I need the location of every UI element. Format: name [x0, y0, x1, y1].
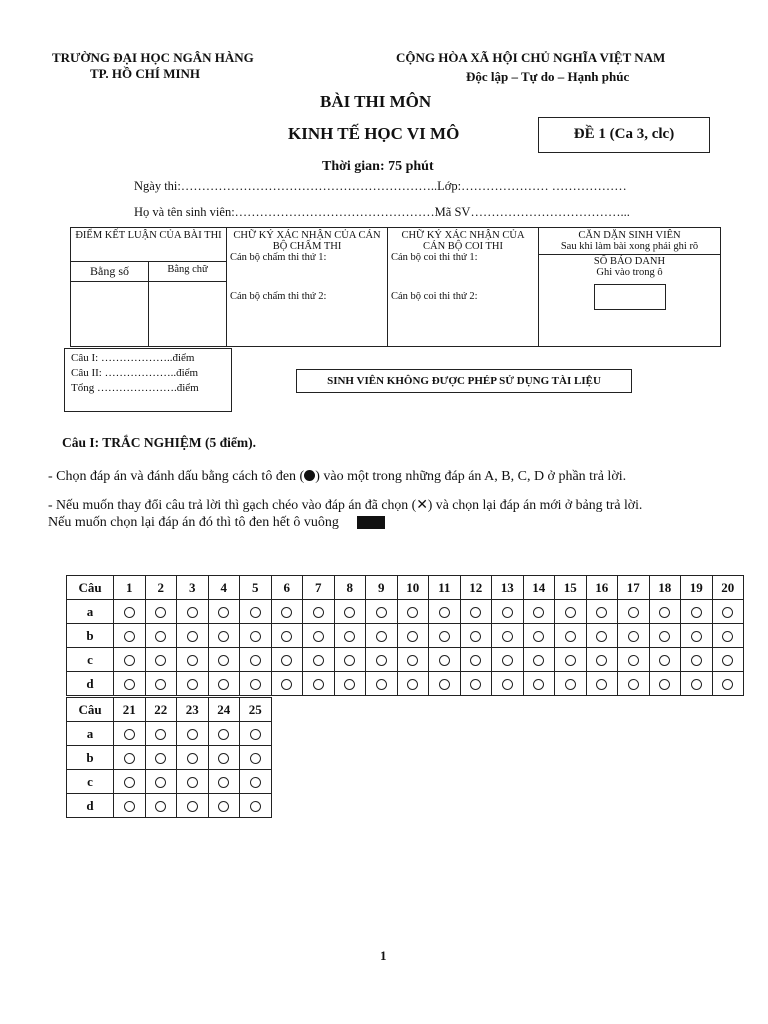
answer-cell[interactable]	[712, 648, 744, 672]
answer-bubble[interactable]	[691, 655, 702, 666]
answer-cell[interactable]	[177, 648, 209, 672]
answer-grid-1-20	[66, 575, 744, 696]
proctor-signature-cell	[388, 228, 539, 347]
filled-square-icon	[357, 516, 385, 529]
answer-cell[interactable]	[240, 600, 272, 624]
answer-bubble[interactable]	[596, 631, 607, 642]
question-number: 19	[681, 576, 713, 600]
answer-bubble[interactable]	[250, 753, 261, 764]
answer-bubble[interactable]	[218, 729, 229, 740]
grader-1-label: Cán bộ chấm thi thứ 1:	[230, 252, 327, 263]
answer-cell[interactable]	[208, 648, 240, 672]
option-label: c	[67, 770, 114, 794]
question-number: 7	[303, 576, 335, 600]
answer-bubble[interactable]	[124, 777, 135, 788]
answer-cell[interactable]	[555, 600, 587, 624]
answer-bubble[interactable]	[407, 679, 418, 690]
answer-cell[interactable]	[681, 600, 713, 624]
answer-cell[interactable]	[555, 624, 587, 648]
answer-bubble[interactable]	[691, 607, 702, 618]
question-number: 8	[334, 576, 366, 600]
answer-bubble[interactable]	[376, 631, 387, 642]
answer-bubble[interactable]	[628, 631, 639, 642]
answer-bubble[interactable]	[596, 607, 607, 618]
answer-cell[interactable]	[586, 648, 618, 672]
answer-cell[interactable]	[649, 672, 681, 696]
answer-cell[interactable]	[460, 648, 492, 672]
answer-bubble[interactable]	[281, 679, 292, 690]
answer-bubble[interactable]	[187, 655, 198, 666]
answer-cell[interactable]	[114, 624, 146, 648]
answer-bubble[interactable]	[155, 655, 166, 666]
answer-bubble[interactable]	[628, 607, 639, 618]
score-numeric-label: Bằng số	[71, 262, 149, 282]
answer-bubble[interactable]	[470, 607, 481, 618]
answer-cell[interactable]	[240, 624, 272, 648]
answer-bubble[interactable]	[281, 607, 292, 618]
answer-bubble[interactable]	[218, 655, 229, 666]
answer-bubble[interactable]	[596, 655, 607, 666]
answer-bubble[interactable]	[218, 777, 229, 788]
answer-bubble[interactable]	[439, 631, 450, 642]
instruction-fill-end: ) vào một trong những đáp án A, B, C, D ở phần trả lời.	[315, 469, 627, 484]
question-number: 16	[586, 576, 618, 600]
answer-cell[interactable]	[492, 624, 524, 648]
date-class-line: Ngày thi:……………………………………………………..Lớp:………………… ………………	[134, 179, 627, 193]
grader-signature-cell	[227, 228, 388, 347]
answer-bubble[interactable]	[187, 729, 198, 740]
filled-circle-icon	[304, 470, 315, 481]
answer-cell[interactable]	[145, 770, 177, 794]
answer-bubble[interactable]	[155, 777, 166, 788]
answer-cell[interactable]	[397, 624, 429, 648]
answer-cell[interactable]	[649, 600, 681, 624]
answer-bubble[interactable]	[313, 679, 324, 690]
answer-cell[interactable]	[208, 722, 240, 746]
answer-bubble[interactable]	[502, 607, 513, 618]
answer-bubble[interactable]	[250, 631, 261, 642]
answer-cell[interactable]	[177, 672, 209, 696]
answer-cell[interactable]	[366, 672, 398, 696]
answer-bubble[interactable]	[565, 679, 576, 690]
answer-cell[interactable]	[334, 600, 366, 624]
question-number: 12	[460, 576, 492, 600]
answer-bubble[interactable]	[407, 607, 418, 618]
answer-cell[interactable]	[681, 648, 713, 672]
answer-cell[interactable]	[177, 722, 209, 746]
answer-cell[interactable]	[334, 648, 366, 672]
answer-bubble[interactable]	[565, 607, 576, 618]
answer-bubble[interactable]	[691, 679, 702, 690]
question-number: 5	[240, 576, 272, 600]
question-number: 22	[145, 698, 177, 722]
question-number: 4	[208, 576, 240, 600]
answer-cell[interactable]	[145, 600, 177, 624]
answer-bubble[interactable]	[155, 679, 166, 690]
answer-bubble[interactable]	[124, 607, 135, 618]
answer-bubble[interactable]	[124, 655, 135, 666]
question-header-label: Câu	[67, 698, 114, 722]
answer-cell[interactable]	[523, 624, 555, 648]
question-number: 3	[177, 576, 209, 600]
question-number: 21	[114, 698, 146, 722]
city-name: TP. HỒ CHÍ MINH	[90, 66, 201, 81]
answer-cell[interactable]	[208, 746, 240, 770]
answer-cell[interactable]	[240, 672, 272, 696]
answer-bubble[interactable]	[344, 631, 355, 642]
answer-bubble[interactable]	[533, 679, 544, 690]
answer-bubble[interactable]	[722, 655, 733, 666]
final-score-title: ĐIỂM KẾT LUẬN CỦA BÀI THI	[71, 228, 227, 262]
answer-bubble[interactable]	[376, 655, 387, 666]
answer-cell[interactable]	[240, 746, 272, 770]
question-number: 17	[618, 576, 650, 600]
answer-cell[interactable]	[208, 600, 240, 624]
candidate-number-note: Ghi vào trong ô	[596, 267, 663, 278]
question-number: 13	[492, 576, 524, 600]
answer-bubble[interactable]	[187, 631, 198, 642]
answer-bubble[interactable]	[407, 631, 418, 642]
question-number: 2	[145, 576, 177, 600]
option-label: d	[67, 672, 114, 696]
answer-cell[interactable]	[240, 648, 272, 672]
answer-cell[interactable]	[618, 648, 650, 672]
score-words-label: Bằng chữ	[149, 262, 227, 282]
answer-bubble[interactable]	[187, 801, 198, 812]
exam-info-table	[70, 227, 721, 347]
score-part1: Câu I: ………………..điểm	[71, 352, 195, 364]
question-number: 15	[555, 576, 587, 600]
answer-bubble[interactable]	[344, 679, 355, 690]
answer-cell[interactable]	[618, 672, 650, 696]
answer-cell[interactable]	[397, 600, 429, 624]
answer-bubble[interactable]	[470, 631, 481, 642]
answer-cell[interactable]	[649, 648, 681, 672]
answer-cell[interactable]	[366, 648, 398, 672]
answer-bubble[interactable]	[187, 753, 198, 764]
answer-cell[interactable]	[208, 624, 240, 648]
answer-cell[interactable]	[177, 770, 209, 794]
answer-bubble[interactable]	[124, 679, 135, 690]
answer-bubble[interactable]	[313, 655, 324, 666]
answer-cell[interactable]	[177, 794, 209, 818]
answer-bubble[interactable]	[691, 631, 702, 642]
answer-cell[interactable]	[177, 624, 209, 648]
student-name-line: Họ và tên sinh viên:…………………………………………Mã SV………………………………...	[134, 205, 630, 219]
answer-cell[interactable]	[334, 672, 366, 696]
answer-cell[interactable]	[271, 600, 303, 624]
answer-bubble[interactable]	[470, 679, 481, 690]
answer-bubble[interactable]	[218, 631, 229, 642]
answer-bubble[interactable]	[502, 655, 513, 666]
answer-bubble[interactable]	[596, 679, 607, 690]
answer-cell[interactable]	[429, 648, 461, 672]
answer-cell[interactable]	[145, 648, 177, 672]
answer-bubble[interactable]	[218, 801, 229, 812]
answer-cell[interactable]	[712, 624, 744, 648]
answer-cell[interactable]	[145, 722, 177, 746]
answer-bubble[interactable]	[218, 679, 229, 690]
answer-bubble[interactable]	[376, 607, 387, 618]
answer-bubble[interactable]	[155, 753, 166, 764]
answer-cell[interactable]	[586, 624, 618, 648]
answer-bubble[interactable]	[659, 631, 670, 642]
answer-cell[interactable]	[492, 600, 524, 624]
question-number: 14	[523, 576, 555, 600]
answer-cell[interactable]	[240, 722, 272, 746]
answer-cell[interactable]	[271, 672, 303, 696]
question-number: 11	[429, 576, 461, 600]
answer-bubble[interactable]	[250, 777, 261, 788]
proctor-signature-title: CHỮ KÝ XÁC NHẬN CỦA CÁN BỘ COI THI	[401, 230, 525, 252]
answer-bubble[interactable]	[628, 655, 639, 666]
answer-bubble[interactable]	[533, 655, 544, 666]
answer-bubble[interactable]	[722, 631, 733, 642]
answer-bubble[interactable]	[659, 655, 670, 666]
question-number: 23	[177, 698, 209, 722]
answer-bubble[interactable]	[313, 607, 324, 618]
answer-cell[interactable]	[397, 672, 429, 696]
answer-bubble[interactable]	[155, 631, 166, 642]
question-number: 6	[271, 576, 303, 600]
option-label: d	[67, 794, 114, 818]
answer-cell[interactable]	[555, 648, 587, 672]
answer-cell[interactable]	[303, 648, 335, 672]
answer-bubble[interactable]	[439, 607, 450, 618]
answer-bubble[interactable]	[439, 679, 450, 690]
page-number: 1	[380, 948, 387, 963]
answer-bubble[interactable]	[502, 631, 513, 642]
instruction-fill-start: - Chọn đáp án và đánh dấu bằng cách tô đen (	[48, 469, 305, 484]
answer-bubble[interactable]	[659, 679, 670, 690]
answer-bubble[interactable]	[124, 631, 135, 642]
option-label: b	[67, 624, 114, 648]
proctor-1-label: Cán bộ coi thi thứ 1:	[391, 252, 478, 263]
answer-cell[interactable]	[460, 600, 492, 624]
question-number: 24	[208, 698, 240, 722]
answer-cell[interactable]	[523, 648, 555, 672]
instruction-fill	[48, 466, 626, 487]
answer-bubble[interactable]	[187, 679, 198, 690]
answer-bubble[interactable]	[470, 655, 481, 666]
option-label: b	[67, 746, 114, 770]
answer-bubble[interactable]	[218, 607, 229, 618]
question-header-label: Câu	[67, 576, 114, 600]
answer-bubble[interactable]	[124, 753, 135, 764]
question-number: 9	[366, 576, 398, 600]
answer-cell[interactable]	[681, 672, 713, 696]
question-number: 20	[712, 576, 744, 600]
answer-cell[interactable]	[334, 624, 366, 648]
score-total: Tổng ………………….điểm	[71, 382, 199, 394]
student-instruction-note: Sau khi làm bài xong phải ghi rõ	[560, 241, 699, 252]
exam-title: BÀI THI MÔN	[320, 92, 432, 111]
answer-cell[interactable]	[303, 600, 335, 624]
answer-bubble[interactable]	[187, 607, 198, 618]
answer-grid-21-25	[66, 697, 272, 818]
answer-bubble[interactable]	[155, 607, 166, 618]
answer-cell[interactable]	[397, 648, 429, 672]
answer-cell[interactable]	[114, 672, 146, 696]
answer-cell[interactable]	[429, 624, 461, 648]
option-label: a	[67, 600, 114, 624]
exam-code: ĐỀ 1 (Ca 3, clc)	[538, 117, 710, 153]
answer-bubble[interactable]	[344, 655, 355, 666]
national-motto: CỘNG HÒA XÃ HỘI CHỦ NGHĨA VIỆT NAM	[396, 50, 666, 65]
answer-cell[interactable]	[271, 624, 303, 648]
student-instruction-cell	[539, 228, 721, 347]
answer-cell[interactable]	[460, 624, 492, 648]
answer-bubble[interactable]	[281, 655, 292, 666]
option-label: a	[67, 722, 114, 746]
answer-cell[interactable]	[114, 722, 146, 746]
answer-bubble[interactable]	[250, 655, 261, 666]
grader-signature-title: CHỮ KÝ XÁC NHẬN CỦA CÁN BỘ CHẤM THI	[233, 230, 381, 252]
score-summary-box	[64, 348, 232, 412]
exam-subject: KINH TẾ HỌC VI MÔ	[288, 124, 460, 143]
answer-cell[interactable]	[145, 672, 177, 696]
answer-bubble[interactable]	[250, 729, 261, 740]
answer-bubble[interactable]	[124, 729, 135, 740]
answer-cell[interactable]	[114, 794, 146, 818]
proctor-2-label: Cán bộ coi thi thứ 2:	[391, 291, 478, 302]
instruction-reselect-text: Nếu muốn chọn lại đáp án đó thì tô đen hết ô vuông	[48, 515, 339, 530]
answer-bubble[interactable]	[722, 607, 733, 618]
instruction-change: - Nếu muốn thay đổi câu trả lời thì gạch chéo vào đáp án đã chọn (✕) và chọn lại đáp án mới ở bảng trả lời.	[48, 497, 643, 512]
answer-bubble[interactable]	[313, 631, 324, 642]
answer-cell[interactable]	[586, 672, 618, 696]
answer-bubble[interactable]	[344, 607, 355, 618]
candidate-number-box[interactable]	[594, 284, 666, 310]
answer-bubble[interactable]	[565, 631, 576, 642]
answer-bubble[interactable]	[659, 607, 670, 618]
answer-cell[interactable]	[429, 600, 461, 624]
answer-cell[interactable]	[177, 600, 209, 624]
score-numeric-cell[interactable]	[71, 282, 149, 347]
answer-cell[interactable]	[712, 600, 744, 624]
answer-bubble[interactable]	[628, 679, 639, 690]
answer-cell[interactable]	[649, 624, 681, 648]
answer-bubble[interactable]	[502, 679, 513, 690]
question-number: 1	[114, 576, 146, 600]
question-number: 10	[397, 576, 429, 600]
answer-bubble[interactable]	[439, 655, 450, 666]
score-words-cell[interactable]	[149, 282, 227, 347]
answer-cell[interactable]	[366, 624, 398, 648]
answer-cell[interactable]	[145, 624, 177, 648]
no-materials-notice: SINH VIÊN KHÔNG ĐƯỢC PHÉP SỬ DỤNG TÀI LIỆU	[296, 369, 632, 393]
answer-bubble[interactable]	[533, 607, 544, 618]
answer-cell[interactable]	[114, 648, 146, 672]
answer-cell[interactable]	[460, 672, 492, 696]
answer-cell[interactable]	[586, 600, 618, 624]
university-name: TRƯỜNG ĐẠI HỌC NGÂN HÀNG	[52, 50, 254, 65]
answer-cell[interactable]	[114, 770, 146, 794]
answer-cell[interactable]	[145, 794, 177, 818]
answer-cell[interactable]	[208, 770, 240, 794]
answer-cell[interactable]	[681, 624, 713, 648]
answer-cell[interactable]	[303, 672, 335, 696]
answer-cell[interactable]	[492, 672, 524, 696]
answer-bubble[interactable]	[155, 729, 166, 740]
answer-bubble[interactable]	[250, 679, 261, 690]
answer-cell[interactable]	[208, 794, 240, 818]
answer-bubble[interactable]	[565, 655, 576, 666]
grader-2-label: Cán bộ chấm thi thứ 2:	[230, 291, 327, 302]
answer-cell[interactable]	[492, 648, 524, 672]
answer-cell[interactable]	[145, 746, 177, 770]
answer-cell[interactable]	[712, 672, 744, 696]
answer-cell[interactable]	[271, 648, 303, 672]
answer-bubble[interactable]	[407, 655, 418, 666]
answer-cell[interactable]	[177, 746, 209, 770]
score-part2: Câu II: ………………..điểm	[71, 367, 199, 379]
answer-bubble[interactable]	[155, 801, 166, 812]
section-title: Câu I: TRẮC NGHIỆM (5 điểm).	[62, 435, 257, 450]
answer-cell[interactable]	[555, 672, 587, 696]
answer-cell[interactable]	[429, 672, 461, 696]
answer-cell[interactable]	[523, 600, 555, 624]
answer-bubble[interactable]	[281, 631, 292, 642]
student-instruction-title: CĂN DẶN SINH VIÊN	[578, 230, 681, 241]
question-number: 18	[649, 576, 681, 600]
answer-bubble[interactable]	[187, 777, 198, 788]
answer-cell[interactable]	[303, 624, 335, 648]
answer-cell[interactable]	[114, 600, 146, 624]
answer-cell[interactable]	[208, 672, 240, 696]
answer-bubble[interactable]	[722, 679, 733, 690]
answer-cell[interactable]	[240, 770, 272, 794]
answer-bubble[interactable]	[124, 801, 135, 812]
answer-bubble[interactable]	[533, 631, 544, 642]
national-slogan: Độc lập – Tự do – Hạnh phúc	[466, 69, 630, 84]
exam-duration: Thời gian: 75 phút	[322, 159, 434, 174]
answer-bubble[interactable]	[218, 753, 229, 764]
answer-cell[interactable]	[240, 794, 272, 818]
answer-bubble[interactable]	[376, 679, 387, 690]
option-label: c	[67, 648, 114, 672]
answer-cell[interactable]	[114, 746, 146, 770]
answer-cell[interactable]	[366, 600, 398, 624]
answer-bubble[interactable]	[250, 607, 261, 618]
candidate-number-label: SỐ BÁO DANH	[539, 254, 720, 267]
instruction-reselect	[48, 512, 385, 533]
question-number: 25	[240, 698, 272, 722]
answer-cell[interactable]	[618, 600, 650, 624]
answer-bubble[interactable]	[250, 801, 261, 812]
answer-cell[interactable]	[523, 672, 555, 696]
answer-cell[interactable]	[618, 624, 650, 648]
